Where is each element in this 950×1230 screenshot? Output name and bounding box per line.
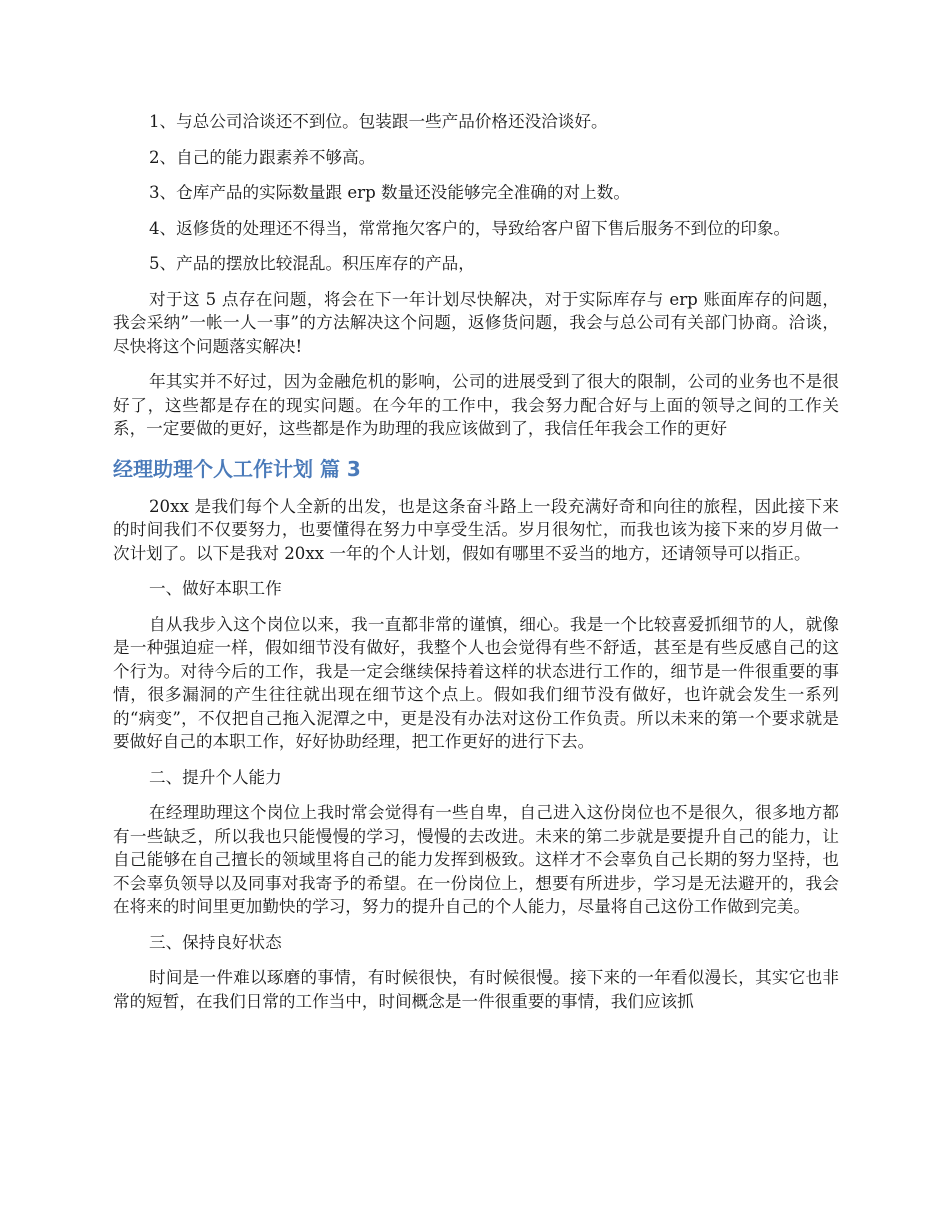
document-page [113,110,839,1025]
section-heading: 经理助理个人工作计划 篇 3 [113,456,361,481]
list-item-4: 4、返修货的处理还不得当，常常拖欠客户的，导致给客户留下售后服务不到位的印象。 [149,218,791,238]
body-paragraph-1: 自从我步入这个岗位以来，我一直都非常的谨慎，细心。我是一个比较喜爱抓细节的人，就像是一种强迫症一样，假如细节没有做好，我整个人也会觉得有些不舒适，甚至是有些反感自己的这个行为。对待今后的工作，我是一定会继续保持着这样的状态进行工作的，细节是一件很重要的事情，很多漏洞的产生往往就出现在细节这个点上。假如我们细节没有做好，也许就会发生一系列的“病变”，不仅把自己拖入泥潭之中，更是没有办法对这份工作负责。所以未来的第一个要求就是要做好自己的本职工作，好好协助经理，把工作更好的进行下去。 [113,614,839,751]
intro-paragraph: 20xx 是我们每个人全新的出发，也是这条奋斗路上一段充满好奇和向往的旅程，因此接下来的时间我们不仅要努力，也要懂得在努力中享受生活。岁月很匆忙，而我也该为接下来的岁月做一次计划了。以下是我对 20xx 一年的个人计划，假如有哪里不妥当的地方，还请领导可以指正。 [113,496,839,563]
subheading-1: 一、做好本职工作 [149,579,282,598]
list-item-3: 3、仓库产品的实际数量跟 erp 数量还没能够完全准确的对上数。 [149,183,630,202]
closing-paragraph: 年其实并不好过，因为金融危机的影响，公司的进展受到了很大的限制，公司的业务也不是很好了，这些都是存在的现实问题。在今年的工作中，我会努力配合好与上面的领导之间的工作关系，一定要做的更好，这些都是作为助理的我应该做到了，我信任年我会工作的更好 [113,372,839,438]
list-item-2: 2、自己的能力跟素养不够高。 [149,147,376,167]
subheading-2: 二、提升个人能力 [149,767,282,787]
body-paragraph-2: 在经理助理这个岗位上我时常会觉得有一些自卑，自己进入这份岗位也不是很久，很多地方都有一些缺乏，所以我也只能慢慢的学习，慢慢的去改进。未来的第二步就是要提升自己的能力，让自己能够在自己擅长的领域里将自己的能力发挥到极致。这样才不会辜负自己长期的努力坚持，也不会辜负领导以及同事对我寄予的希望。在一份岗位上，想要有所进步，学习是无法避开的，我会在将来的时间里更加勤快的学习，努力的提升自己的个人能力，尽量将自己这份工作做到完美。 [113,803,839,916]
body-paragraph-3: 时间是一件难以琢磨的事情，有时候很快，有时候很慢。接下来的一年看似漫长，其实它也非常的短暂，在我们日常的工作当中，时间概念是一件很重要的事情，我们应该抓 [113,968,839,1011]
list-item-1: 1、与总公司洽谈还不到位。包装跟一些产品价格还没洽谈好。 [149,112,608,131]
list-item-5: 5、产品的摆放比较混乱。积压库存的产品， [149,254,475,273]
subheading-3: 三、保持良好状态 [149,932,282,952]
summary-paragraph: 对于这 5 点存在问题，将会在下一年计划尽快解决，对于实际库存与 erp 账面库存的问题，我会采纳”一帐一人一事”的方法解决这个问题，返修货问题，我会与总公司有关部门协商。洽谈，尽快将这个问题落实解决! [113,289,839,356]
